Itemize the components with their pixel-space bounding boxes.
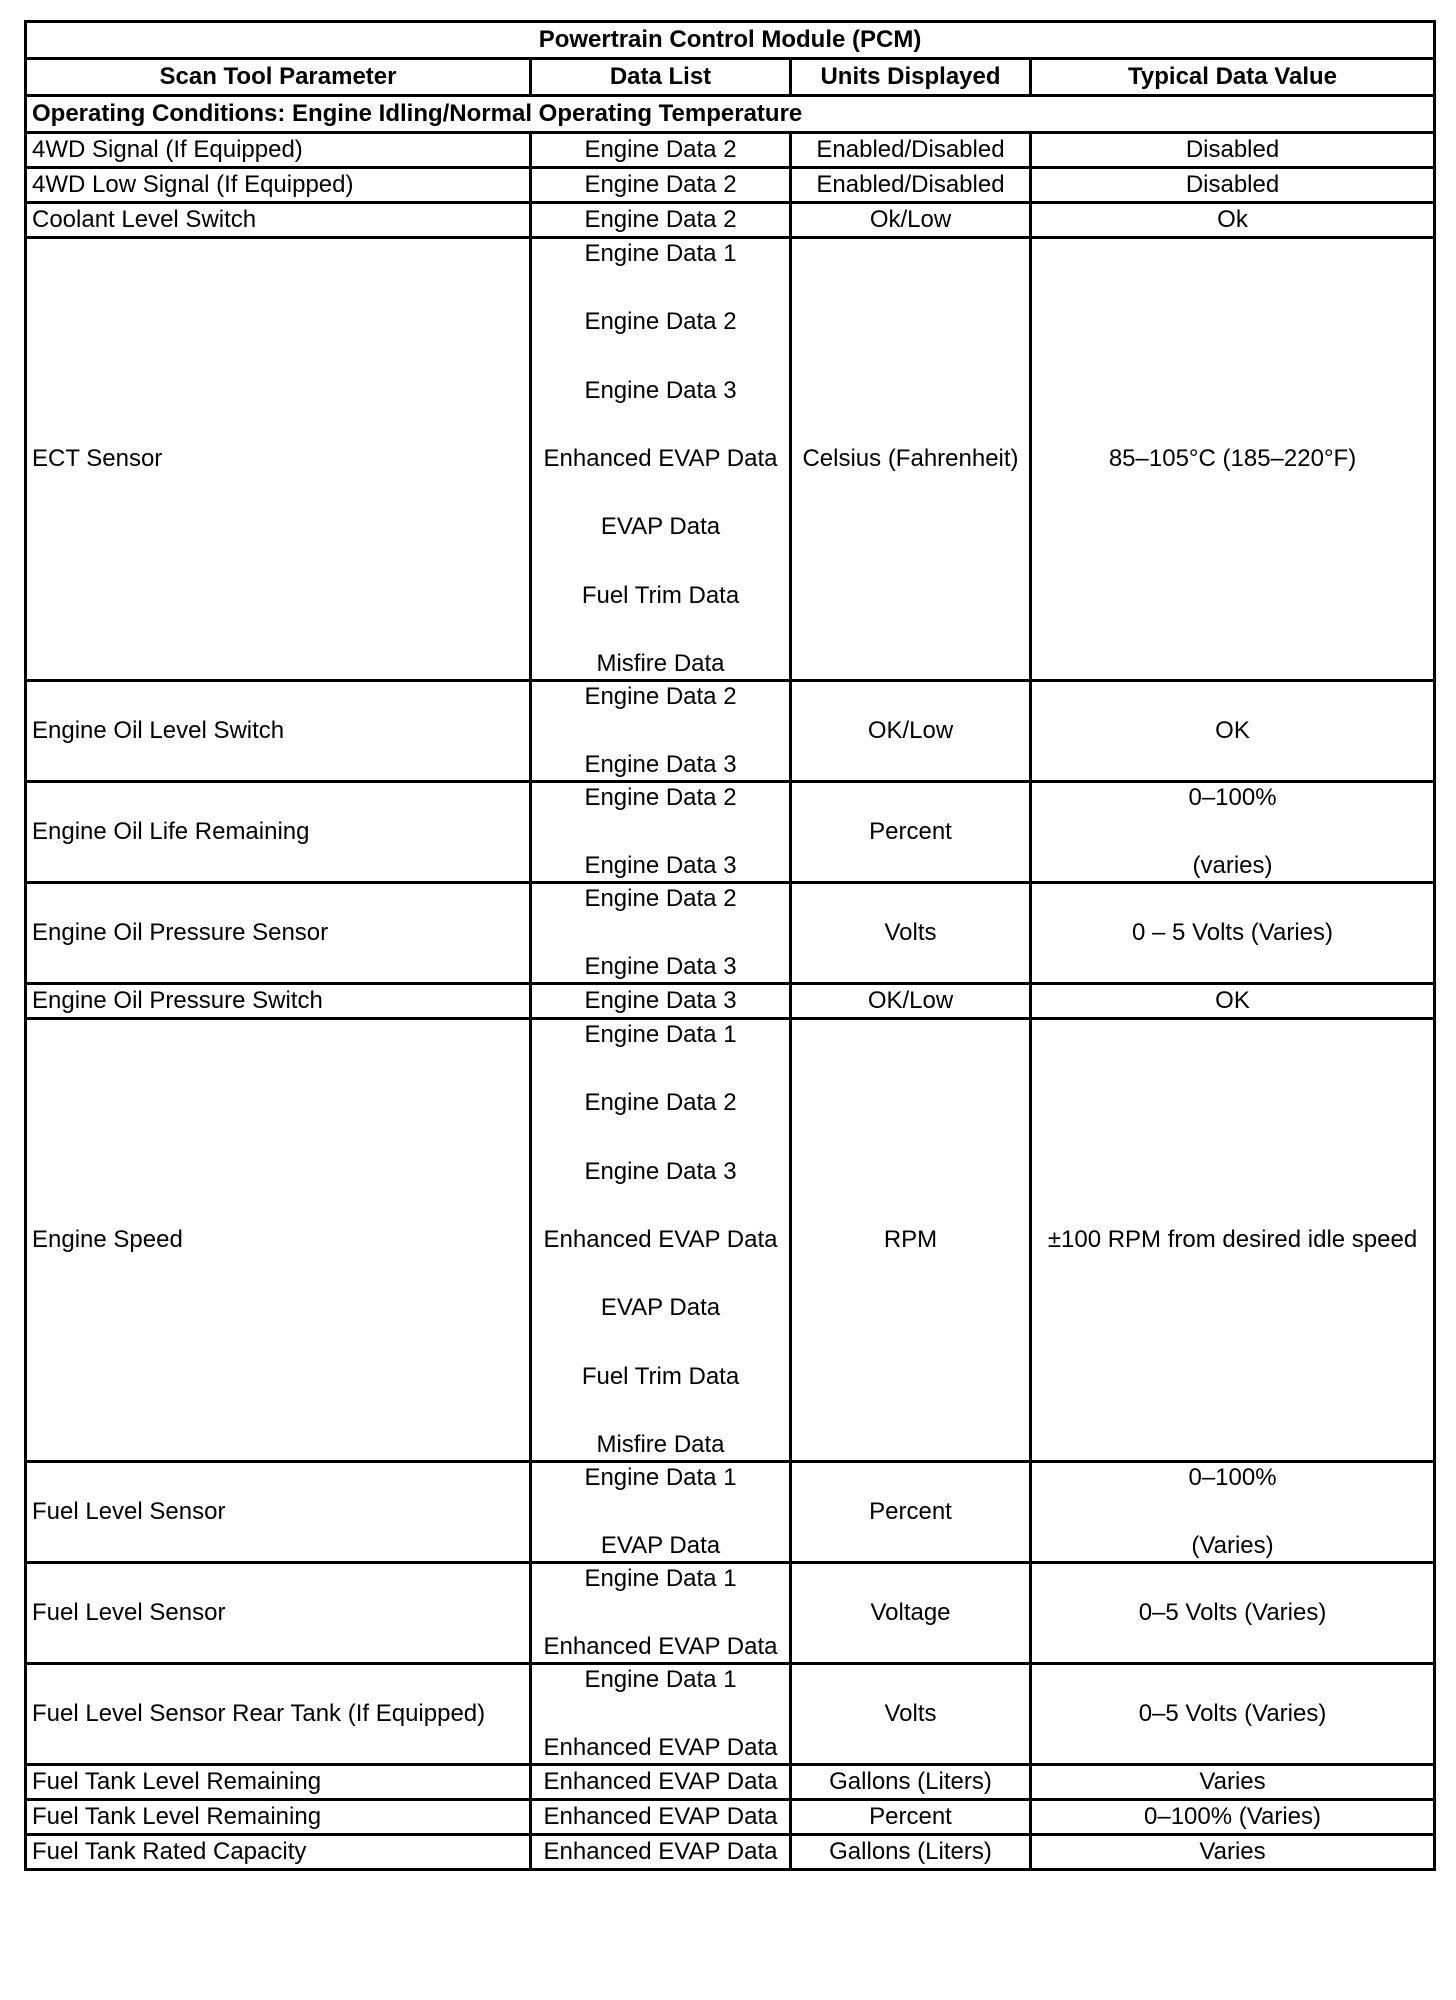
parameter-cell: Engine Oil Pressure Sensor <box>26 883 531 984</box>
data-list-entry: Enhanced EVAP Data <box>543 1633 778 1660</box>
table-row <box>26 1563 1435 1664</box>
parameter-cell: Fuel Level Sensor Rear Tank (If Equipped) <box>26 1664 531 1765</box>
data-list-entry: Engine Data 2 <box>584 171 737 198</box>
data-list-cell <box>531 883 791 984</box>
column-header-row <box>26 59 1435 96</box>
data-list-entry: Engine Data 2 <box>584 784 737 811</box>
parameter-cell: Fuel Level Sensor <box>26 1462 531 1563</box>
units-cell: Enabled/Disabled <box>791 133 1031 168</box>
data-list-entry: Engine Data 3 <box>584 1157 737 1185</box>
data-list-entry: Engine Data 3 <box>584 953 737 980</box>
typical-value-line: Disabled <box>1185 136 1280 163</box>
typical-value-cell <box>1031 1664 1435 1765</box>
data-list-entry: Engine Data 3 <box>584 852 737 879</box>
data-list-entry: Engine Data 3 <box>584 987 737 1014</box>
data-list-cell <box>531 1019 791 1462</box>
column-header-units: Units Displayed <box>791 59 1031 96</box>
data-list-entry: Engine Data 2 <box>584 308 737 336</box>
typical-value-line: 0–100% <box>1188 784 1277 811</box>
typical-value-cell <box>1031 1563 1435 1664</box>
units-cell: Enabled/Disabled <box>791 168 1031 203</box>
units-cell: Voltage <box>791 1563 1031 1664</box>
data-list-cell <box>531 133 791 168</box>
typical-value-cell <box>1031 133 1435 168</box>
data-list-entry: Misfire Data <box>596 649 725 677</box>
typical-value-cell <box>1031 1019 1435 1462</box>
data-list-entry: Engine Data 1 <box>584 240 737 267</box>
units-cell: Percent <box>791 1800 1031 1835</box>
data-list-entry: Engine Data 2 <box>584 136 737 163</box>
operating-conditions-label: Operating Conditions: Engine Idling/Normal Operating Temperature <box>26 96 1435 133</box>
table-row <box>26 168 1435 203</box>
table-title-row <box>26 22 1435 59</box>
table-row <box>26 883 1435 984</box>
typical-value-line: ±100 RPM from desired idle speed <box>1047 1226 1418 1253</box>
pcm-data-table <box>24 20 1436 1871</box>
parameter-cell: Engine Oil Life Remaining <box>26 782 531 883</box>
table-row <box>26 1019 1435 1462</box>
data-list-entry: Enhanced EVAP Data <box>543 444 778 472</box>
units-cell: Gallons (Liters) <box>791 1765 1031 1800</box>
typical-value-line: 0–100% <box>1188 1464 1277 1491</box>
typical-value-line: 0–100% (Varies) <box>1144 1803 1321 1830</box>
section-row <box>26 96 1435 133</box>
typical-value-cell <box>1031 681 1435 782</box>
typical-value-cell <box>1031 238 1435 681</box>
parameter-cell: Fuel Tank Rated Capacity <box>26 1835 531 1870</box>
typical-value-cell <box>1031 1835 1435 1870</box>
data-list-entry: Enhanced EVAP Data <box>543 1225 778 1253</box>
units-cell: Ok/Low <box>791 203 1031 238</box>
typical-value-line: Varies <box>1199 1768 1266 1795</box>
table-row <box>26 1664 1435 1765</box>
data-list-cell <box>531 1800 791 1835</box>
units-cell: Volts <box>791 883 1031 984</box>
table-row <box>26 782 1435 883</box>
column-header-typical-value: Typical Data Value <box>1031 59 1435 96</box>
units-cell: Celsius (Fahrenheit) <box>791 238 1031 681</box>
data-list-entry: Engine Data 3 <box>584 376 737 404</box>
column-header-data-list: Data List <box>531 59 791 96</box>
typical-value-line: 0–5 Volts (Varies) <box>1138 1700 1327 1727</box>
table-row <box>26 1462 1435 1563</box>
data-list-cell <box>531 238 791 681</box>
parameter-cell: Engine Oil Pressure Switch <box>26 984 531 1019</box>
data-list-cell <box>531 1664 791 1765</box>
typical-value-cell <box>1031 883 1435 984</box>
typical-value-cell <box>1031 1800 1435 1835</box>
typical-value-line: (varies) <box>1192 852 1273 879</box>
data-list-cell <box>531 782 791 883</box>
column-header-parameter: Scan Tool Parameter <box>26 59 531 96</box>
data-list-entry: Engine Data 3 <box>584 751 737 778</box>
parameter-cell: 4WD Low Signal (If Equipped) <box>26 168 531 203</box>
data-list-entry: Fuel Trim Data <box>581 581 740 609</box>
typical-value-cell <box>1031 1462 1435 1563</box>
typical-value-line: OK <box>1215 717 1250 744</box>
data-list-entry: EVAP Data <box>600 1294 721 1322</box>
typical-value-cell <box>1031 984 1435 1019</box>
parameter-cell: 4WD Signal (If Equipped) <box>26 133 531 168</box>
units-cell: Percent <box>791 782 1031 883</box>
parameter-cell: Coolant Level Switch <box>26 203 531 238</box>
data-list-entry: Fuel Trim Data <box>581 1362 740 1390</box>
data-list-entry: Enhanced EVAP Data <box>543 1768 778 1795</box>
data-list-cell <box>531 168 791 203</box>
data-list-cell <box>531 203 791 238</box>
typical-value-line: Disabled <box>1185 171 1280 198</box>
data-list-entry: Engine Data 2 <box>584 1089 737 1117</box>
data-list-cell <box>531 1835 791 1870</box>
data-list-entry: Enhanced EVAP Data <box>543 1803 778 1830</box>
parameter-cell: Fuel Tank Level Remaining <box>26 1765 531 1800</box>
data-list-entry: Engine Data 2 <box>584 206 737 233</box>
typical-value-cell <box>1031 782 1435 883</box>
table-row <box>26 984 1435 1019</box>
data-list-cell <box>531 1462 791 1563</box>
units-cell: OK/Low <box>791 984 1031 1019</box>
typical-value-line: Ok <box>1217 206 1248 233</box>
data-list-entry: Engine Data 1 <box>584 1464 737 1491</box>
data-list-entry: Engine Data 1 <box>584 1021 737 1048</box>
data-list-entry: EVAP Data <box>600 1532 721 1559</box>
data-list-cell <box>531 984 791 1019</box>
data-list-entry: EVAP Data <box>600 513 721 541</box>
parameter-cell: ECT Sensor <box>26 238 531 681</box>
typical-value-cell <box>1031 168 1435 203</box>
data-list-cell <box>531 681 791 782</box>
units-cell: Volts <box>791 1664 1031 1765</box>
units-cell: Percent <box>791 1462 1031 1563</box>
typical-value-line: OK <box>1215 987 1250 1014</box>
data-list-entry: Engine Data 1 <box>584 1565 737 1592</box>
table-row <box>26 203 1435 238</box>
table-row <box>26 238 1435 681</box>
table-row <box>26 1765 1435 1800</box>
data-list-entry: Engine Data 2 <box>584 683 737 710</box>
typical-value-line: 0–5 Volts (Varies) <box>1138 1599 1327 1626</box>
units-cell: Gallons (Liters) <box>791 1835 1031 1870</box>
data-list-entry: Misfire Data <box>596 1430 725 1458</box>
typical-value-line: 85–105°C (185–220°F) <box>1108 445 1357 472</box>
units-cell: RPM <box>791 1019 1031 1462</box>
table-row <box>26 1800 1435 1835</box>
typical-value-line: 0 – 5 Volts (Varies) <box>1132 919 1333 946</box>
table-row <box>26 133 1435 168</box>
data-list-cell <box>531 1765 791 1800</box>
data-list-cell <box>531 1563 791 1664</box>
data-list-entry: Engine Data 1 <box>584 1666 737 1693</box>
typical-value-cell <box>1031 1765 1435 1800</box>
table-title: Powertrain Control Module (PCM) <box>26 22 1435 59</box>
typical-value-cell <box>1031 203 1435 238</box>
typical-value-line: (Varies) <box>1191 1532 1274 1559</box>
data-list-entry: Engine Data 2 <box>584 885 737 912</box>
parameter-cell: Fuel Tank Level Remaining <box>26 1800 531 1835</box>
parameter-cell: Engine Oil Level Switch <box>26 681 531 782</box>
parameter-cell: Engine Speed <box>26 1019 531 1462</box>
parameter-cell: Fuel Level Sensor <box>26 1563 531 1664</box>
table-row <box>26 681 1435 782</box>
data-list-entry: Enhanced EVAP Data <box>543 1838 778 1865</box>
table-row <box>26 1835 1435 1870</box>
typical-value-line: Varies <box>1199 1838 1266 1865</box>
units-cell: OK/Low <box>791 681 1031 782</box>
data-list-entry: Enhanced EVAP Data <box>543 1734 778 1761</box>
